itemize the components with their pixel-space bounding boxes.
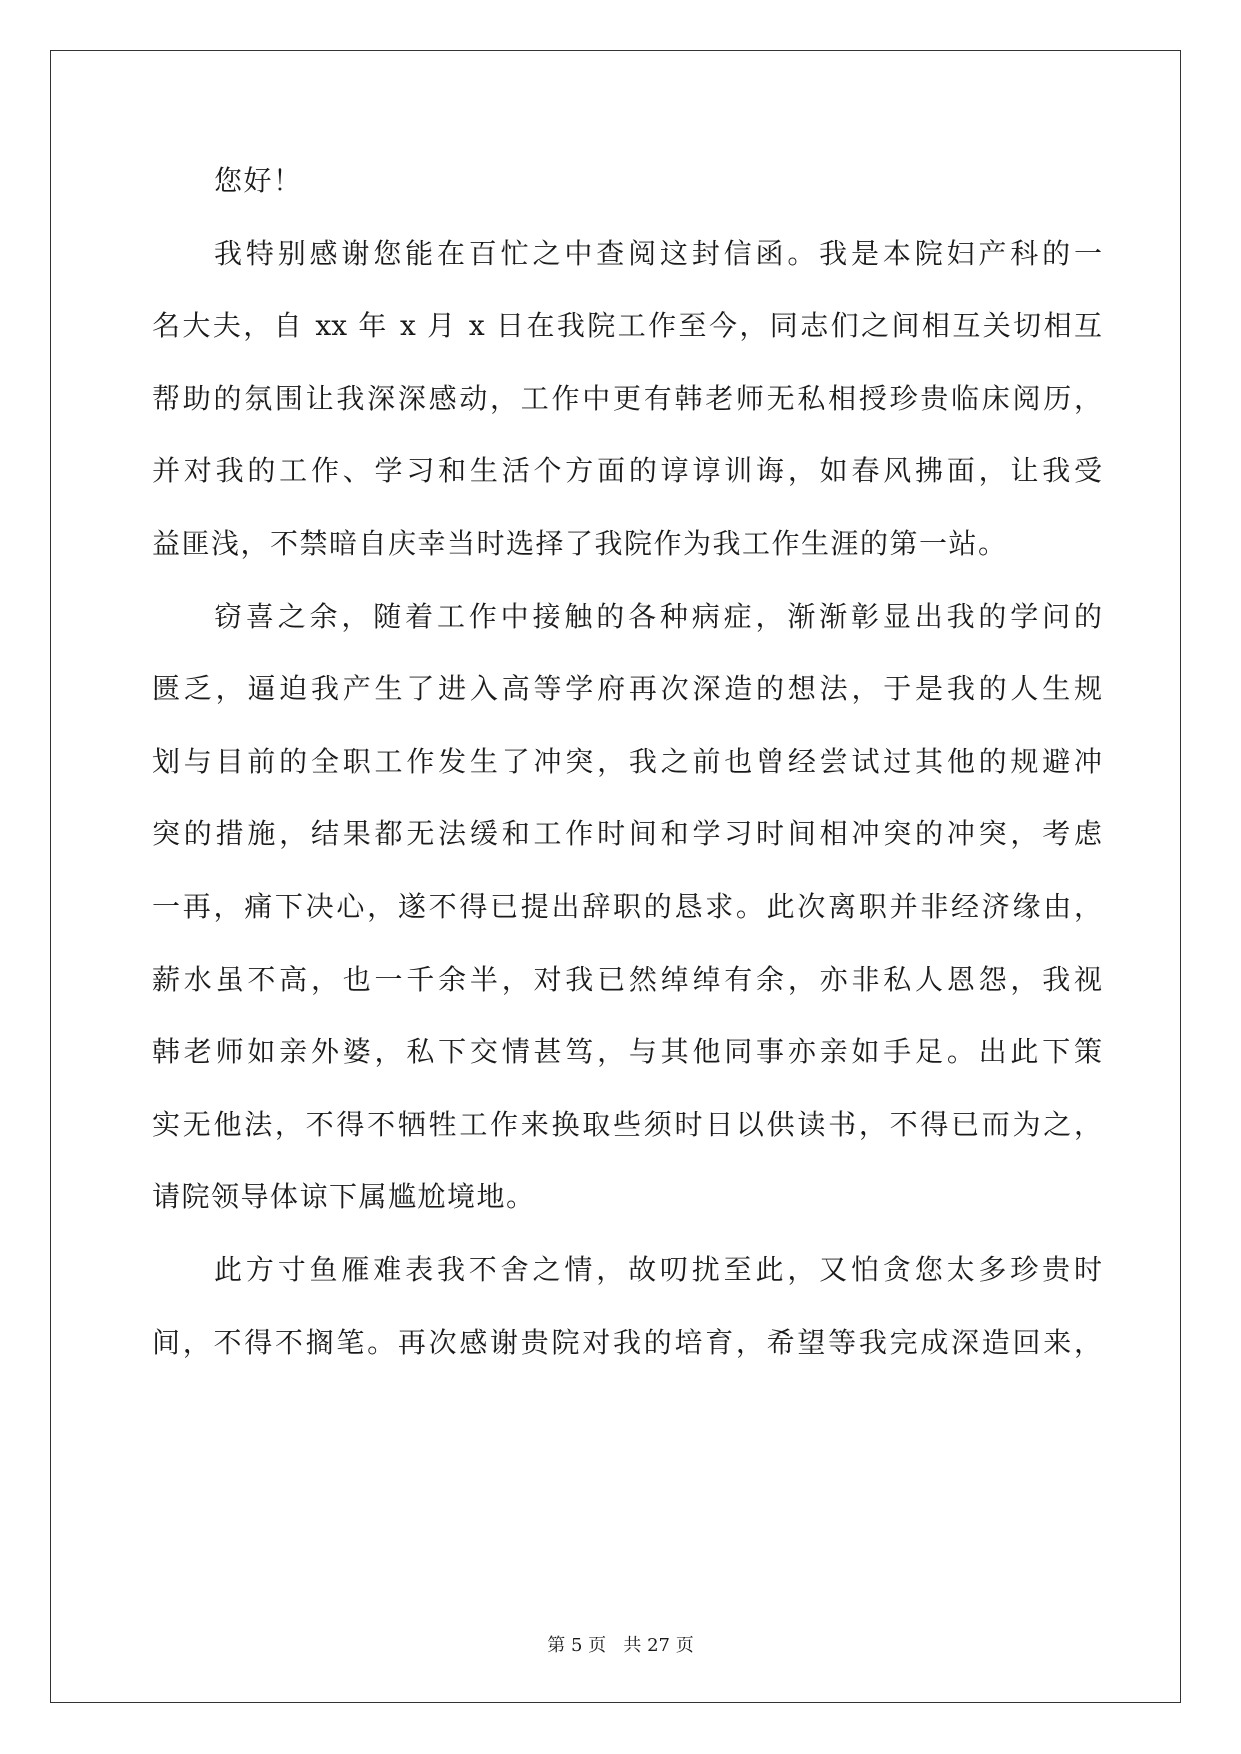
text-line: 匮乏，逼迫我产生了进入高等学府再次深造的想法，于是我的人生规 [152,672,1102,706]
text-line: 突的措施，结果都无法缓和工作时间和学习时间相冲突的冲突，考虑 [152,817,1102,851]
text-line: 您好！ [214,164,303,197]
text-line: 益匪浅，不禁暗自庆幸当时选择了我院作为我工作生涯的第一站。 [152,526,1008,560]
text-line: 我特别感谢您能在百忙之中查阅这封信函。我是本院妇产科的一 [214,236,1102,270]
text-line: 帮助的氛围让我深深感动，工作中更有韩老师无私相授珍贵临床阅历， [152,381,1102,415]
text-line: 间，不得不搁笔。再次感谢贵院对我的培育，希望等我完成深造回来， [152,1325,1102,1359]
text-line: 并对我的工作、学习和生活个方面的谆谆训诲，如春风拂面，让我受 [152,454,1102,488]
text-line: 名大夫，自 xx 年 x 月 x 日在我院工作至今，同志们之间相互关切相互 [152,309,1102,343]
page-number: 第 5 页 共 27 页 [547,1635,694,1656]
text-line: 薪水虽不高，也一千余半，对我已然绰绰有余，亦非私人恩怨，我视 [152,962,1102,996]
text-line: 此方寸鱼雁难表我不舍之情，故叨扰至此，又怕贪您太多珍贵时 [214,1252,1102,1286]
text-line: 韩老师如亲外婆，私下交情甚笃，与其他同事亦亲如手足。出此下策 [152,1035,1102,1069]
text-line: 窃喜之余，随着工作中接触的各种病症，渐渐彰显出我的学问的 [214,599,1102,633]
letter-body [152,163,1102,1397]
text-line: 划与目前的全职工作发生了冲突，我之前也曾经尝试过其他的规避冲 [152,744,1102,778]
text-line: 一再，痛下决心，遂不得已提出辞职的恳求。此次离职并非经济缘由， [152,889,1102,923]
text-line: 请院领导体谅下属尴尬境地。 [152,1180,536,1214]
text-line: 实无他法，不得不牺牲工作来换取些须时日以供读书，不得已而为之， [152,1107,1102,1141]
